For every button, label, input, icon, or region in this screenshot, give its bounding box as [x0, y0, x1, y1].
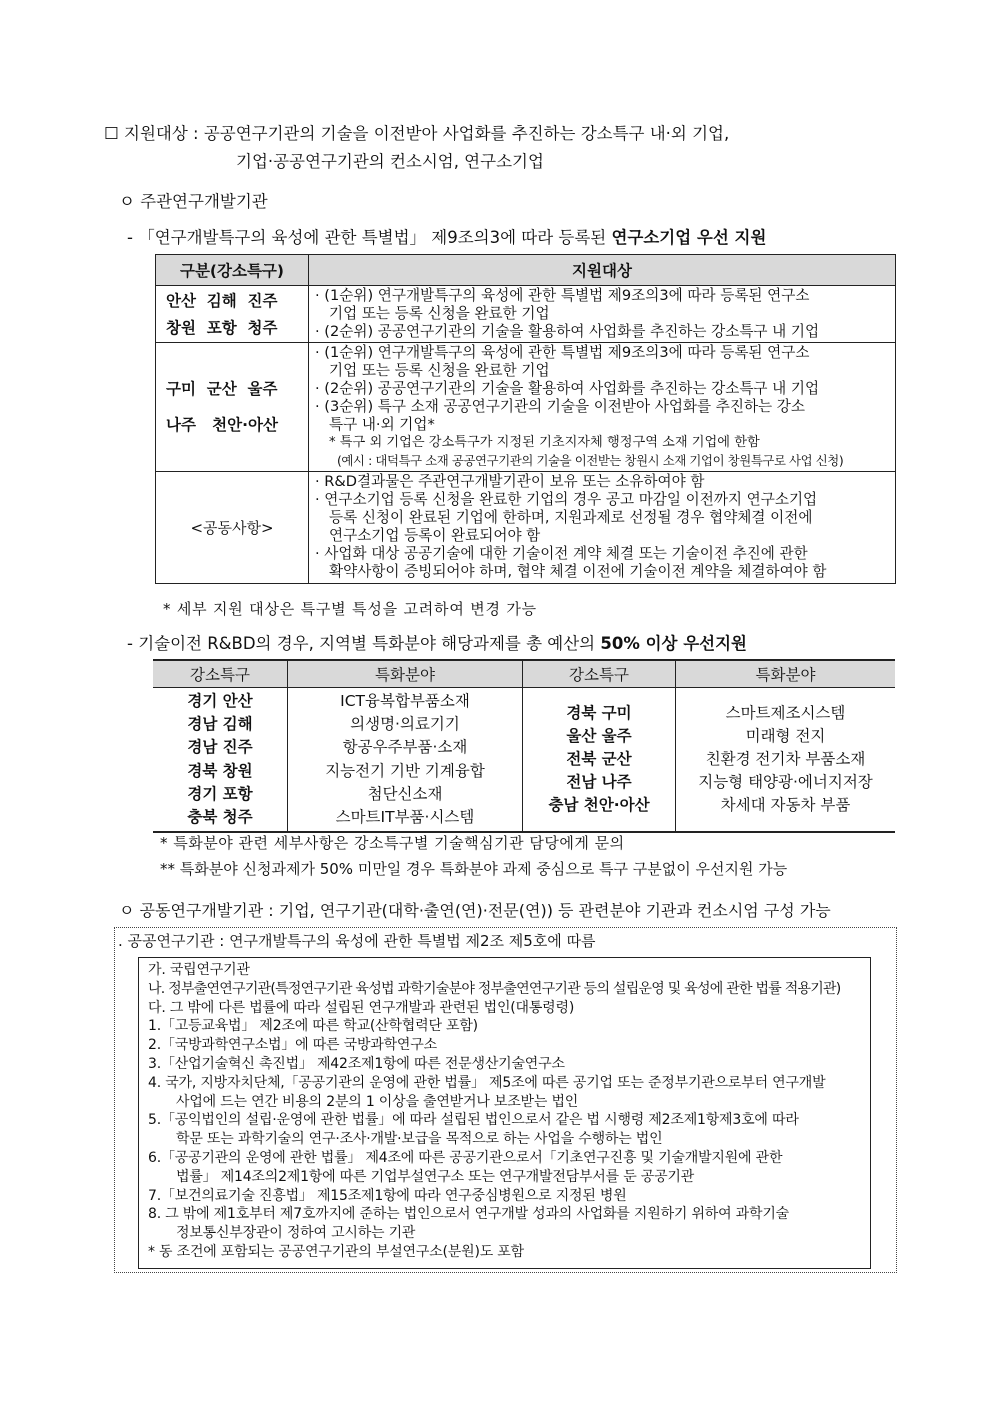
region-cell: 경남 김해	[187, 715, 253, 734]
right-regions	[523, 688, 676, 833]
field-cell: 지능전기 기반 기계융합	[325, 761, 485, 780]
institution-line: 3.「산업기술혁신 촉진법」 제42조제1항에 따른 전문생산기술연구소	[148, 1056, 565, 1072]
field-cell: 첨단신소재	[367, 784, 443, 803]
support-item: · R&D결과물은 주관연구개발기관이 보유 또는 소유하여야 함	[315, 473, 705, 490]
table2-header: 특화분야	[288, 660, 523, 688]
region-cell: 경기 포항	[187, 784, 253, 803]
region-cell: 울산 울주	[566, 726, 632, 745]
box-title: . 공공연구기관 : 연구개발특구의 육성에 관한 특별법 제2조 제5호에 따름	[118, 932, 596, 950]
institution-line: 7.「보건의료기술 진흥법」 제15조제1항에 따라 연구중심병원으로 지정된 병원	[148, 1187, 627, 1204]
table1-row1-items	[309, 286, 896, 343]
field-cell: ICT융복합부품소재	[340, 692, 470, 710]
institution-line: 6.「공공기관의 운영에 관한 법률」 제4조에 따른 공공기관으로서「기초연구진흥 및 기술개발지원에 관한	[148, 1150, 783, 1166]
table1-header-target: 지원대상	[309, 255, 896, 286]
institution-line: 가. 국립연구기관	[148, 962, 250, 978]
field-cell: 의생명·의료기기	[350, 715, 460, 734]
institution-line: 2.「국방과학연구소법」에 따른 국방과학연구소	[148, 1037, 437, 1054]
region-cell: 경기 안산	[187, 692, 253, 710]
institution-line: 나. 정부출연연구기관(특정연구기관 육성법 과학기술분야 정부출연연구기관 등의 설립운영 및 육성에 관한 법률 적용기관)	[148, 980, 841, 997]
region-cell: 전남 나주	[566, 773, 632, 792]
target-title: ☐ 지원대상 : 공공연구기관의 기술을 이전받아 사업화를 추진하는 강소특구 내·외 기업,	[104, 124, 730, 143]
institution-line: 8. 그 밖에 제1호부터 제7호까지에 준하는 법인으로서 연구개발 성과의 사업화를 지원하기 위하여 과학기술	[148, 1206, 789, 1223]
support-example: (예시 : 대덕특구 소재 공공연구기관의 기술을 이전받는 창원시 소재 기업이 창원특구로 사업 신청)	[337, 453, 844, 468]
dash2-bold: 50% 이상 우선지원	[600, 634, 747, 653]
field-cell: 스마트IT부품·시스템	[335, 808, 475, 827]
support-item: 기업 또는 등록 신청을 완료한 기업	[329, 305, 550, 322]
region-line: 안산 김해 진주	[166, 292, 278, 310]
institution-line: 5.「공익법인의 설립·운영에 관한 법률」에 따라 설립된 법인으로서 같은 법 시행령 제2조제1항제3호에 따라	[148, 1112, 799, 1129]
dash2	[127, 630, 747, 654]
target-title-cont: 기업·공공연구기관의 컨소시엄, 연구소기업	[236, 152, 544, 171]
institution-line: * 동 조건에 포함되는 공공연구기관의 부설연구소(분원)도 포함	[148, 1244, 524, 1260]
region-cell: 경남 진주	[187, 738, 253, 757]
region-cell: 경북 창원	[187, 761, 253, 780]
region-cell: 전북 군산	[566, 750, 632, 768]
institution-line: 법률」 제14조의2제1항에 따른 기업부설연구소 또는 연구개발전담부서를 둔 공공기관	[176, 1168, 695, 1185]
table1-row1-regions	[156, 286, 309, 343]
joint-section-heading: ㅇ 공동연구개발기관 : 기업, 연구기관(대학·출연(연)·전문(연)) 등 관련분야 기관과 컨소시엄 구성 가능	[119, 901, 831, 920]
left-regions	[153, 688, 288, 833]
support-item: 특구 내·외 기업*	[329, 416, 435, 433]
table2-footnote2: ** 특화분야 신청과제가 50% 미만일 경우 특화분야 과제 중심으로 특구 구분없이 우선지원 가능	[160, 860, 788, 878]
support-item: 기업 또는 등록 신청을 완료한 기업	[329, 362, 550, 379]
support-item: · 연구소기업 등록 신청을 완료한 기업의 경우 공고 마감일 이전까지 연구소기업	[315, 491, 818, 508]
institution-line: 다. 그 밖에 다른 법률에 따라 설립된 연구개발과 관련된 법인(대통령령)	[148, 999, 575, 1016]
field-cell: 친환경 전기차 부품소재	[705, 750, 866, 768]
table2-header: 강소특구	[523, 660, 676, 688]
field-cell: 스마트제조시스템	[725, 703, 846, 722]
region-cell: 경북 구미	[566, 703, 632, 722]
institution-line: 사업에 드는 연간 비용의 2분의 1 이상을 출연받거나 보조받는 법인	[176, 1093, 579, 1110]
lead-dash1	[127, 224, 766, 248]
table1-row2-items	[309, 343, 896, 472]
support-item: · (3순위) 특구 소재 공공연구기관의 기술을 이전받아 사업화를 추진하는 강소	[315, 398, 805, 415]
field-cell: 지능형 태양광·에너지저장	[698, 773, 873, 792]
lead-dash1-prefix: - 「연구개발특구의 육성에 관한 특별법」 제9조의3에 따라 등록된	[127, 228, 612, 247]
dash2-prefix: - 기술이전 R&BD의 경우, 지역별 특화분야 해당과제를 총 예산의	[127, 634, 601, 653]
field-cell: 항공우주부품·소재	[342, 738, 468, 757]
support-note: * 특구 외 기업은 강소특구가 지정된 기초지자체 행정구역 소재 기업에 한함	[329, 435, 760, 450]
table2-header: 특화분야	[676, 660, 896, 688]
support-target-table	[155, 254, 896, 584]
field-cell: 미래형 전지	[745, 726, 826, 745]
support-item: · (1순위) 연구개발특구의 육성에 관한 특별법 제9조의3에 따라 등록된 연구소	[315, 344, 810, 361]
table1-row3-regions	[156, 472, 309, 584]
support-item: 연구소기업 등록이 완료되어야 함	[329, 527, 541, 544]
institution-line: 학문 또는 과학기술의 연구·조사·개발·보급을 목적으로 하는 사업을 수행하는 법인	[176, 1131, 663, 1148]
table2-header: 강소특구	[153, 660, 288, 688]
table1-row3-items	[309, 472, 896, 584]
table1-header-region: 구분(강소특구)	[156, 255, 309, 286]
support-item: · (2순위) 공공연구기관의 기술을 활용하여 사업화를 추진하는 강소특구 내 기업	[315, 323, 820, 340]
institution-line: 정보통신부장관이 정하여 고시하는 기관	[176, 1225, 416, 1242]
region-line: 구미 군산 울주	[166, 380, 278, 398]
region-line: 창원 포항 청주	[166, 319, 278, 337]
lead-dash1-bold: 연구소기업 우선 지원	[611, 228, 767, 247]
left-fields	[288, 688, 523, 833]
right-fields	[676, 688, 896, 833]
institution-line: 4. 국가, 지방자치단체,「공공기관의 운영에 관한 법률」 제5조에 따른 공기업 또는 준정부기관으로부터 연구개발	[148, 1074, 826, 1091]
region-cell: 충북 청주	[187, 808, 253, 827]
support-item: · (2순위) 공공연구기관의 기술을 활용하여 사업화를 추진하는 강소특구 내 기업	[315, 380, 820, 397]
region-line: 나주 천안·아산	[166, 416, 278, 434]
field-cell: 차세대 자동차 부품	[720, 796, 851, 815]
table1-footnote: * 세부 지원 대상은 특구별 특성을 고려하여 변경 가능	[163, 600, 537, 618]
support-item: · 사업화 대상 공공기술에 대한 기술이전 계약 체결 또는 기술이전 추진에 관한	[315, 545, 808, 562]
table1-row2-regions	[156, 343, 309, 472]
lead-section-heading: ㅇ 주관연구개발기관	[119, 192, 268, 211]
support-item: 등록 신청이 완료된 기업에 한하며, 지원과제로 선정될 경우 협약체결 이전에	[329, 509, 813, 526]
region-cell: 충남 천안·아산	[548, 796, 650, 815]
common-label: <공동사항>	[190, 519, 274, 537]
support-item: · (1순위) 연구개발특구의 육성에 관한 특별법 제9조의3에 따라 등록된 연구소	[315, 287, 810, 304]
specialized-field-table	[153, 659, 895, 833]
table2-footnote1: * 특화분야 관련 세부사항은 강소특구별 기술핵심기관 담당에게 문의	[160, 834, 625, 852]
institution-line: 1.「고등교육법」 제2조에 따른 학교(산학협력단 포함)	[148, 1018, 478, 1035]
support-item: 확약사항이 증빙되어야 하며, 협약 체결 이전에 기술이전 계약을 체결하여야 함	[329, 563, 827, 580]
